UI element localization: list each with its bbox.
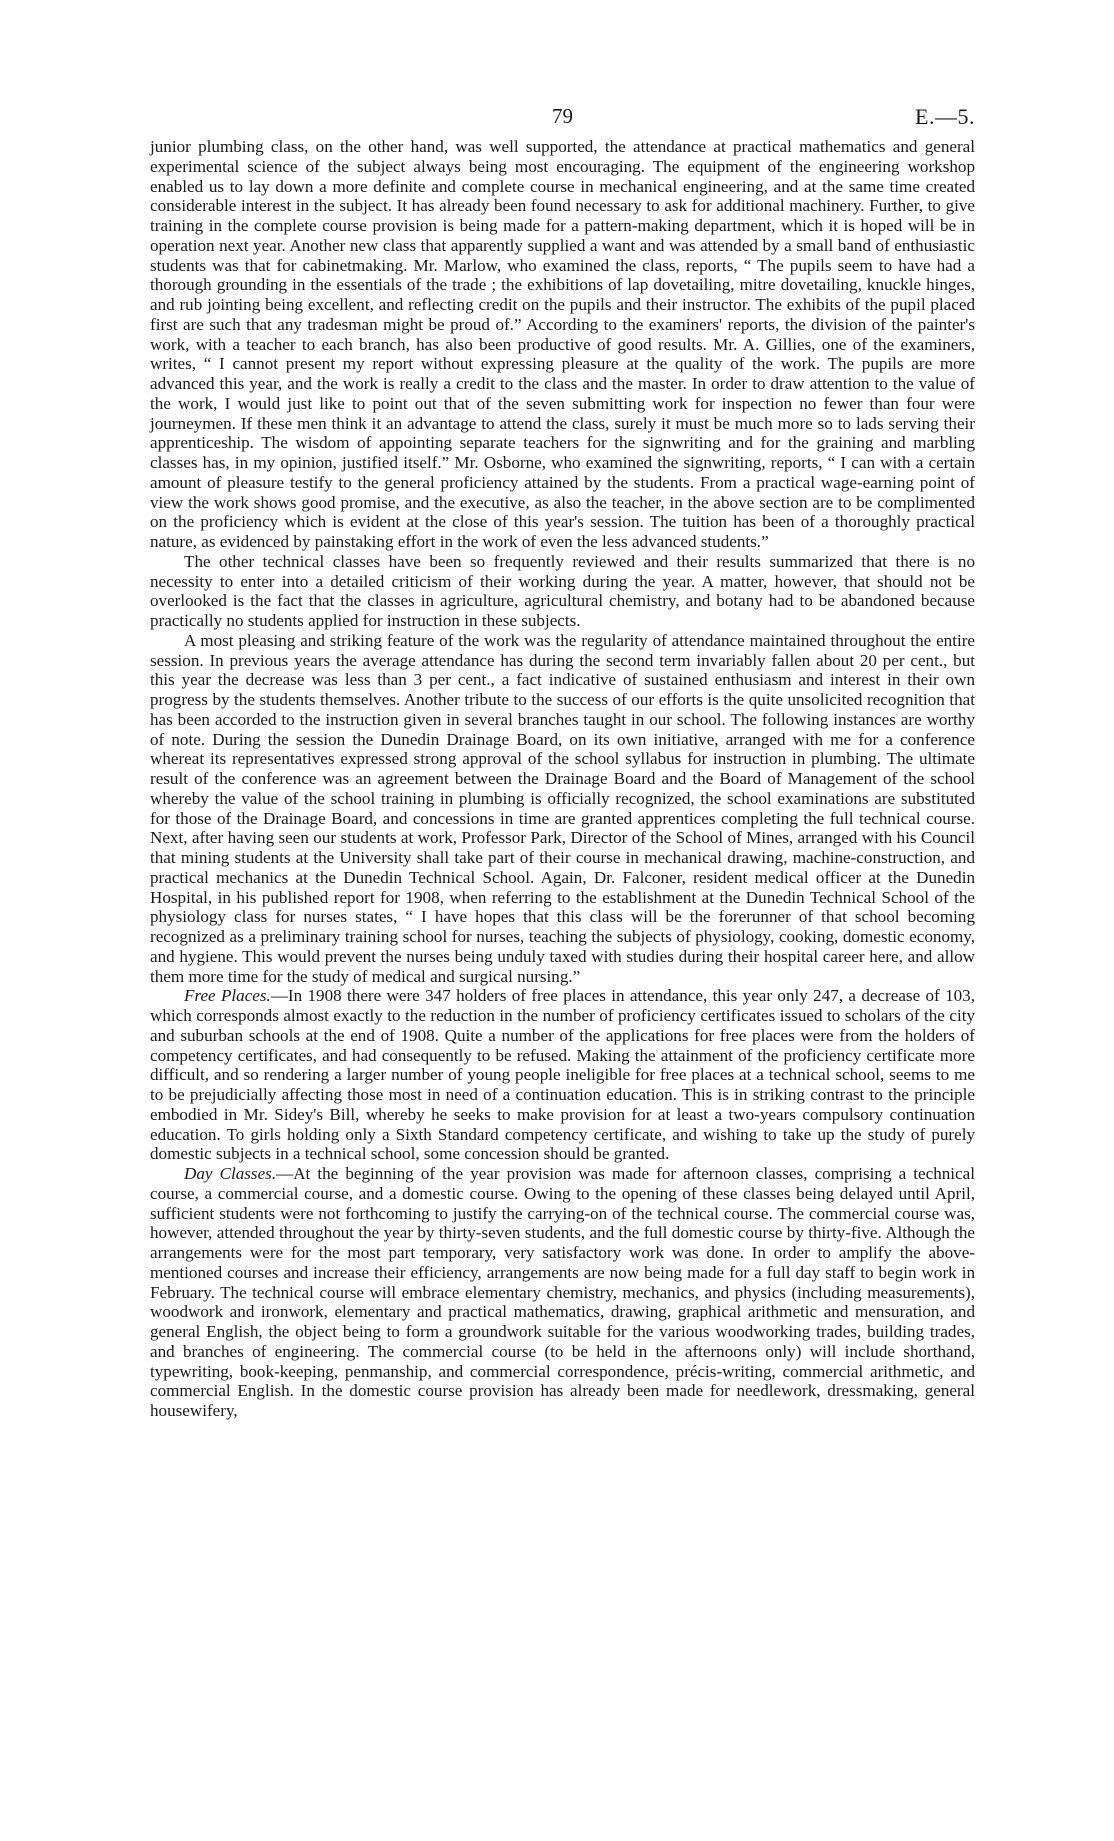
paragraph — [150, 137, 975, 552]
paragraph — [150, 631, 975, 987]
paragraph-text: The other technical classes have been so frequently reviewed and their results summarized that there is no necessity to enter into a detailed criticism of their working during the year. A matter, however, that should not be overlooked is the fact that the classes in agriculture, agricultural chemistry, and botany had to be abandoned because practically no students applied for instruction in these subjects. — [150, 551, 975, 630]
paragraph-heading: Day Classes. — [184, 1164, 277, 1183]
paragraph — [150, 1164, 975, 1421]
paragraph — [150, 986, 975, 1164]
page-number: 79 — [552, 104, 573, 128]
paragraph-heading: Free Places. — [184, 986, 271, 1006]
body-text — [150, 137, 975, 1421]
document-reference: E.—5. — [915, 104, 975, 129]
paragraph-text: A most pleasing and striking feature of the work was the regularity of attendance maintained throughout the entire session. In previous years the average attendance has during the second term invariably fallen about 20 per cent., but this year the decrease was less than 3 per cent., a fact indicative of sustained enthusiasm and interest in their own progress by the students themselves. Another tribute to the success of our efforts is the quite unsolicited recognition that has been accorded to the instruction given in several branches taught in our school. The following instances are worthy of note. During the session the Dunedin Drainage Board, on its own initiative, arranged with me for a conference whereat its representatives expressed strong approval of the school syllabus for instruction in plumbing. The ultimate result of the conference was an agreement between the Drainage Board and the Board of Management of the school whereby the value of the school training in plumbing is officially recognized, the school examinations are substituted for those of the Drainage Board, and concessions in time are granted apprentices completing the full technical course. Next, after having seen our students at work, Professor Park, Director of the School of Mines, arranged with his Council that mining students at the University shall take part of their course in mechanical drawing, machine-construction, and practical mechanics at the Dunedin Technical School. Again, Dr. Falconer, resident medical officer at the Dunedin Hospital, in his published report for 1908, when referring to the establishment at the Dunedin Technical School of the physiology class for nurses states, “ I have hopes that this class will be the forerunner of that school becoming recognized as a preliminary training school for nurses, teaching the subjects of physiology, cooking, domestic economy, and hygiene. This would prevent the nurses being unduly taxed with studies during their hospital career here, and allow them more time for the study of medical and surgical nursing.” — [150, 630, 975, 986]
paragraph-text: junior plumbing class, on the other hand, was well supported, the attendance at practical mathematics and general experimental science of the subject always being most encouraging. The equipment of the engineering workshop enabled us to lay down a more definite and complete course in mechanical engineering, and at the same time created considerable interest in the subject. It has already been found necessary to ask for additional machinery. Further, to give training in the complete course provision is being made for a pattern-making department, which it is hoped will be in operation next year. Another new class that apparently supplied a want and was attended by a small band of enthusiastic students was that for cabinetmaking. Mr. Marlow, who examined the class, reports, “ The pupils seem to have had a thorough grounding in the essentials of the trade ; the exhibitions of lap dovetailing, mitre dovetailing, knuckle hinges, and rub jointing being excellent, and reflecting credit on the pupils and their instructor. The exhibits of the pupil placed first are such that any tradesman might be proud of.” According to the examiners' reports, the division of the painter's work, with a teacher to each branch, has also been productive of good results. Mr. A. Gillies, one of the examiners, writes, “ I cannot present my report without expressing pleasure at the quality of the work. The pupils are more advanced this year, and the work is really a credit to the class and the master. In order to draw attention to the value of the work, I would just like to point out that of the seven submitting work for inspection no fewer than four were journeymen. If these men think it an advantage to attend the class, surely it must be much more so to lads serving their apprenticeship. The wisdom of appointing separate teachers for the signwriting and for the graining and marbling classes has, in my opinion, justified itself.” Mr. Osborne, who examined the signwriting, reports, “ I can with a certain amount of pleasure testify to the general proficiency attained by the students. From a practical wage-earning point of view the work shows good promise, and the executive, as also the teacher, in the above section are to be complimented on the proficiency which is evident at the close of this year's session. The tuition has been of a thoroughly practical nature, as evidenced by painstaking effort in the work of even the less advanced students.” — [150, 137, 975, 551]
paragraph-text: —In 1908 there were 347 holders of free places in attendance, this year only 247, a decrease of 103, which corresponds almost exactly to the reduction in the number of proficiency certificates issued to scholars of the city and suburban schools at the end of 1908. Quite a number of the applications for free places were from the holders of competency certificates, and had consequently to be refused. Making the attainment of the proficiency certificate more difficult, and so rendering a larger number of young people ineligible for free places at a technical school, seems to me to be prejudicially affecting those most in need of a continuation education. This is in striking contrast to the principle embodied in Mr. Sidey's Bill, whereby he seeks to make provision for at least a two-years compulsory continuation education. To girls holding only a Sixth Standard competency certificate, and wishing to take up the study of purely domestic subjects in a technical school, some concession should be granted. — [150, 986, 975, 1164]
paragraph-text: —At the beginning of the year provision was made for afternoon classes, comprising a technical course, a commercial course, and a domestic course. Owing to the opening of these classes being delayed until April, sufficient students were not forthcoming to justify the carrying-on of the technical course. The commercial course was, however, attended throughout the year by thirty-seven students, and the full domestic course by thirty-five. Although the arrangements were for the most part temporary, very satisfactory work was done. In order to amplify the above-mentioned courses and increase their efficiency, arrangements are now being made for a full day staff to begin work in February. The technical course will embrace elementary chemistry, mechanics, and physics (including measurements), woodwork and ironwork, elementary and practical mathematics, drawing, graphical arithmetic and mensuration, and general English, the object being to form a groundwork suitable for the various woodworking trades, building trades, and branches of engineering. The commercial course (to be held in the afternoons only) will include shorthand, typewriting, book-keeping, penmanship, and commercial correspondence, précis-writing, commercial arithmetic, and commercial English. In the domestic course provision has already been made for needlework, dressmaking, general housewifery, — [150, 1164, 975, 1420]
paragraph — [150, 552, 975, 631]
page-header — [150, 104, 975, 134]
